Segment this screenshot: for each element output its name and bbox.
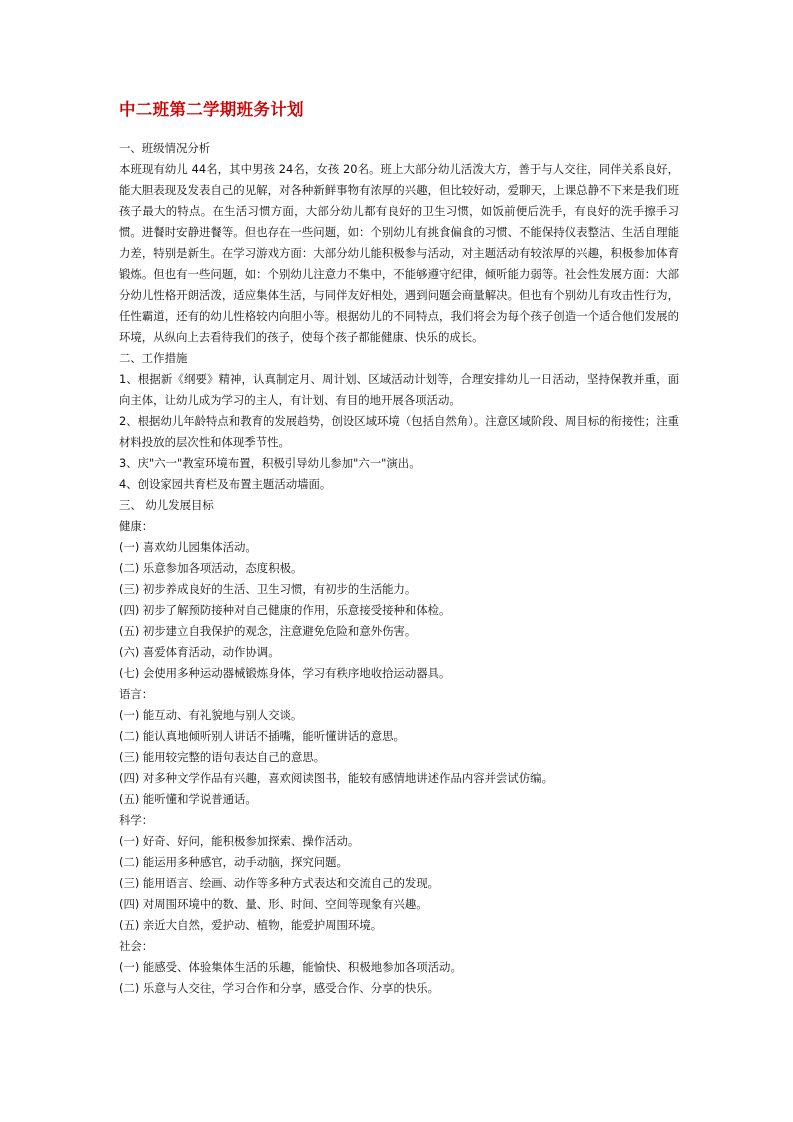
- goal-item: (六) 喜爱体育活动，动作协调。: [119, 645, 280, 659]
- goal-category-social: 社会：: [119, 939, 154, 953]
- goal-category-health: 健康：: [119, 519, 154, 533]
- goal-item: (五) 能听懂和学说普通话。: [119, 792, 257, 806]
- section-heading-1: 一、班级情况分析: [119, 141, 211, 155]
- goal-item: (三) 能用较完整的语句表达自己的意思。: [119, 750, 326, 764]
- goal-item: (一) 能感受、体验集体生活的乐趣，能愉快、积极地参加各项活动。: [119, 960, 462, 974]
- goal-item: (五) 初步建立自我保护的观念，注意避免危险和意外伤害。: [119, 624, 417, 638]
- section-heading-2: 二、工作措施: [119, 351, 188, 365]
- goal-item: (一) 能互动、有礼貌地与别人交谈。: [119, 708, 303, 722]
- goal-item: (二) 乐意参加各项活动，态度积极。: [119, 561, 303, 575]
- goal-item: (三) 能用语言、绘画、动作等多种方式表达和交流自己的发现。: [119, 876, 440, 890]
- goal-item: (三) 初步养成良好的生活、卫生习惯，有初步的生活能力。: [119, 582, 417, 596]
- goal-item: (二) 能运用多种感官，动手动脑，探究问题。: [119, 855, 348, 869]
- measure-paragraph-1: 1、根据新《纲要》精神，认真制定月、周计划、区域活动计划等，合理安排幼儿一日活动，坚持保教并重，面向主体，让幼儿成为学习的主人，有计划、有目的地开展各项活动。: [119, 372, 679, 407]
- goal-item: (一) 好奇、好问，能积极参加探索、操作活动。: [119, 834, 360, 848]
- measure-item-4: 4、创设家园共育栏及布置主题活动墙面。: [119, 477, 332, 491]
- measure-item-3: 3、庆"六一"教室环境布置，积极引导幼儿参加"六一"演出。: [119, 456, 421, 470]
- doc-title: 中二班第二学期班务计划: [119, 100, 304, 119]
- goal-item: (二) 能认真地倾听别人讲话不插嘴，能听懂讲话的意思。: [119, 729, 405, 743]
- goal-category-science: 科学：: [119, 813, 154, 827]
- goal-item: (一) 喜欢幼儿园集体活动。: [119, 540, 257, 554]
- section-heading-3: 三、 幼儿发展目标: [119, 498, 214, 512]
- goal-item: (七) 会使用多种运动器械锻炼身体，学习有秩序地收拾运动器具。: [119, 666, 451, 680]
- goal-item: (二) 乐意与人交往，学习合作和分享，感受合作、分享的快乐。: [119, 981, 440, 995]
- goal-item: (四) 初步了解预防接种对自己健康的作用，乐意接受接种和体检。: [119, 603, 451, 617]
- class-analysis-paragraph: 本班现有幼儿 44名，其中男孩 24名，女孩 20名。班上大部分幼儿活泼大方，善于与人交往，同伴关系良好，能大胆表现及发表自己的见解，对各种新鲜事物有浓厚的兴趣，但比较好动，爱聊天，上课总静不下来是我们班孩子最大的特点。在生活习惯方面，大部分幼儿都有良好的卫生习惯，如饭前便后洗手，有良好的洗手擦手习惯。进餐时安静进餐等。但也存在一些问题，如：个别幼儿有挑食偏食的习惯、不能保持仪表整洁、生活自理能力差，特别是新生。在学习游戏方面：大部分幼儿能积极参与活动，对主题活动有较浓厚的兴趣，积极参加体育锻炼。但也有一些问题，如：个别幼儿注意力不集中，不能够遵守纪律，倾听能力弱等。社会性发展方面：大部分幼儿性格开朗活泼，适应集体生活，与同伴友好相处，遇到问题会商量解决。但也有个别幼儿有攻击性行为，任性霸道，还有的幼儿性格较内向胆小等。根据幼儿的不同特点，我们将会为每个孩子创造一个适合他们发展的环境，从纵向上去看待我们的孩子，使每个孩子都能健康、快乐的成长。: [119, 162, 679, 344]
- goal-item: (五) 亲近大自然，爱护动、植物，能爱护周围环境。: [119, 918, 383, 932]
- goal-item: (四) 对多种文学作品有兴趣，喜欢阅读图书，能较有感情地讲述作品内容并尝试仿编。: [119, 771, 553, 785]
- doc-body: [119, 138, 679, 999]
- goal-item: (四) 对周围环境中的数、量、形、时间、空间等现象有兴趣。: [119, 897, 428, 911]
- goal-category-language: 语言：: [119, 687, 154, 701]
- measure-paragraph-2: 2、根据幼儿年龄特点和教育的发展趋势，创设区域环境（包括自然角）。注意区域阶段、周目标的衔接性；注重材料投放的层次性和体现季节性。: [119, 414, 679, 449]
